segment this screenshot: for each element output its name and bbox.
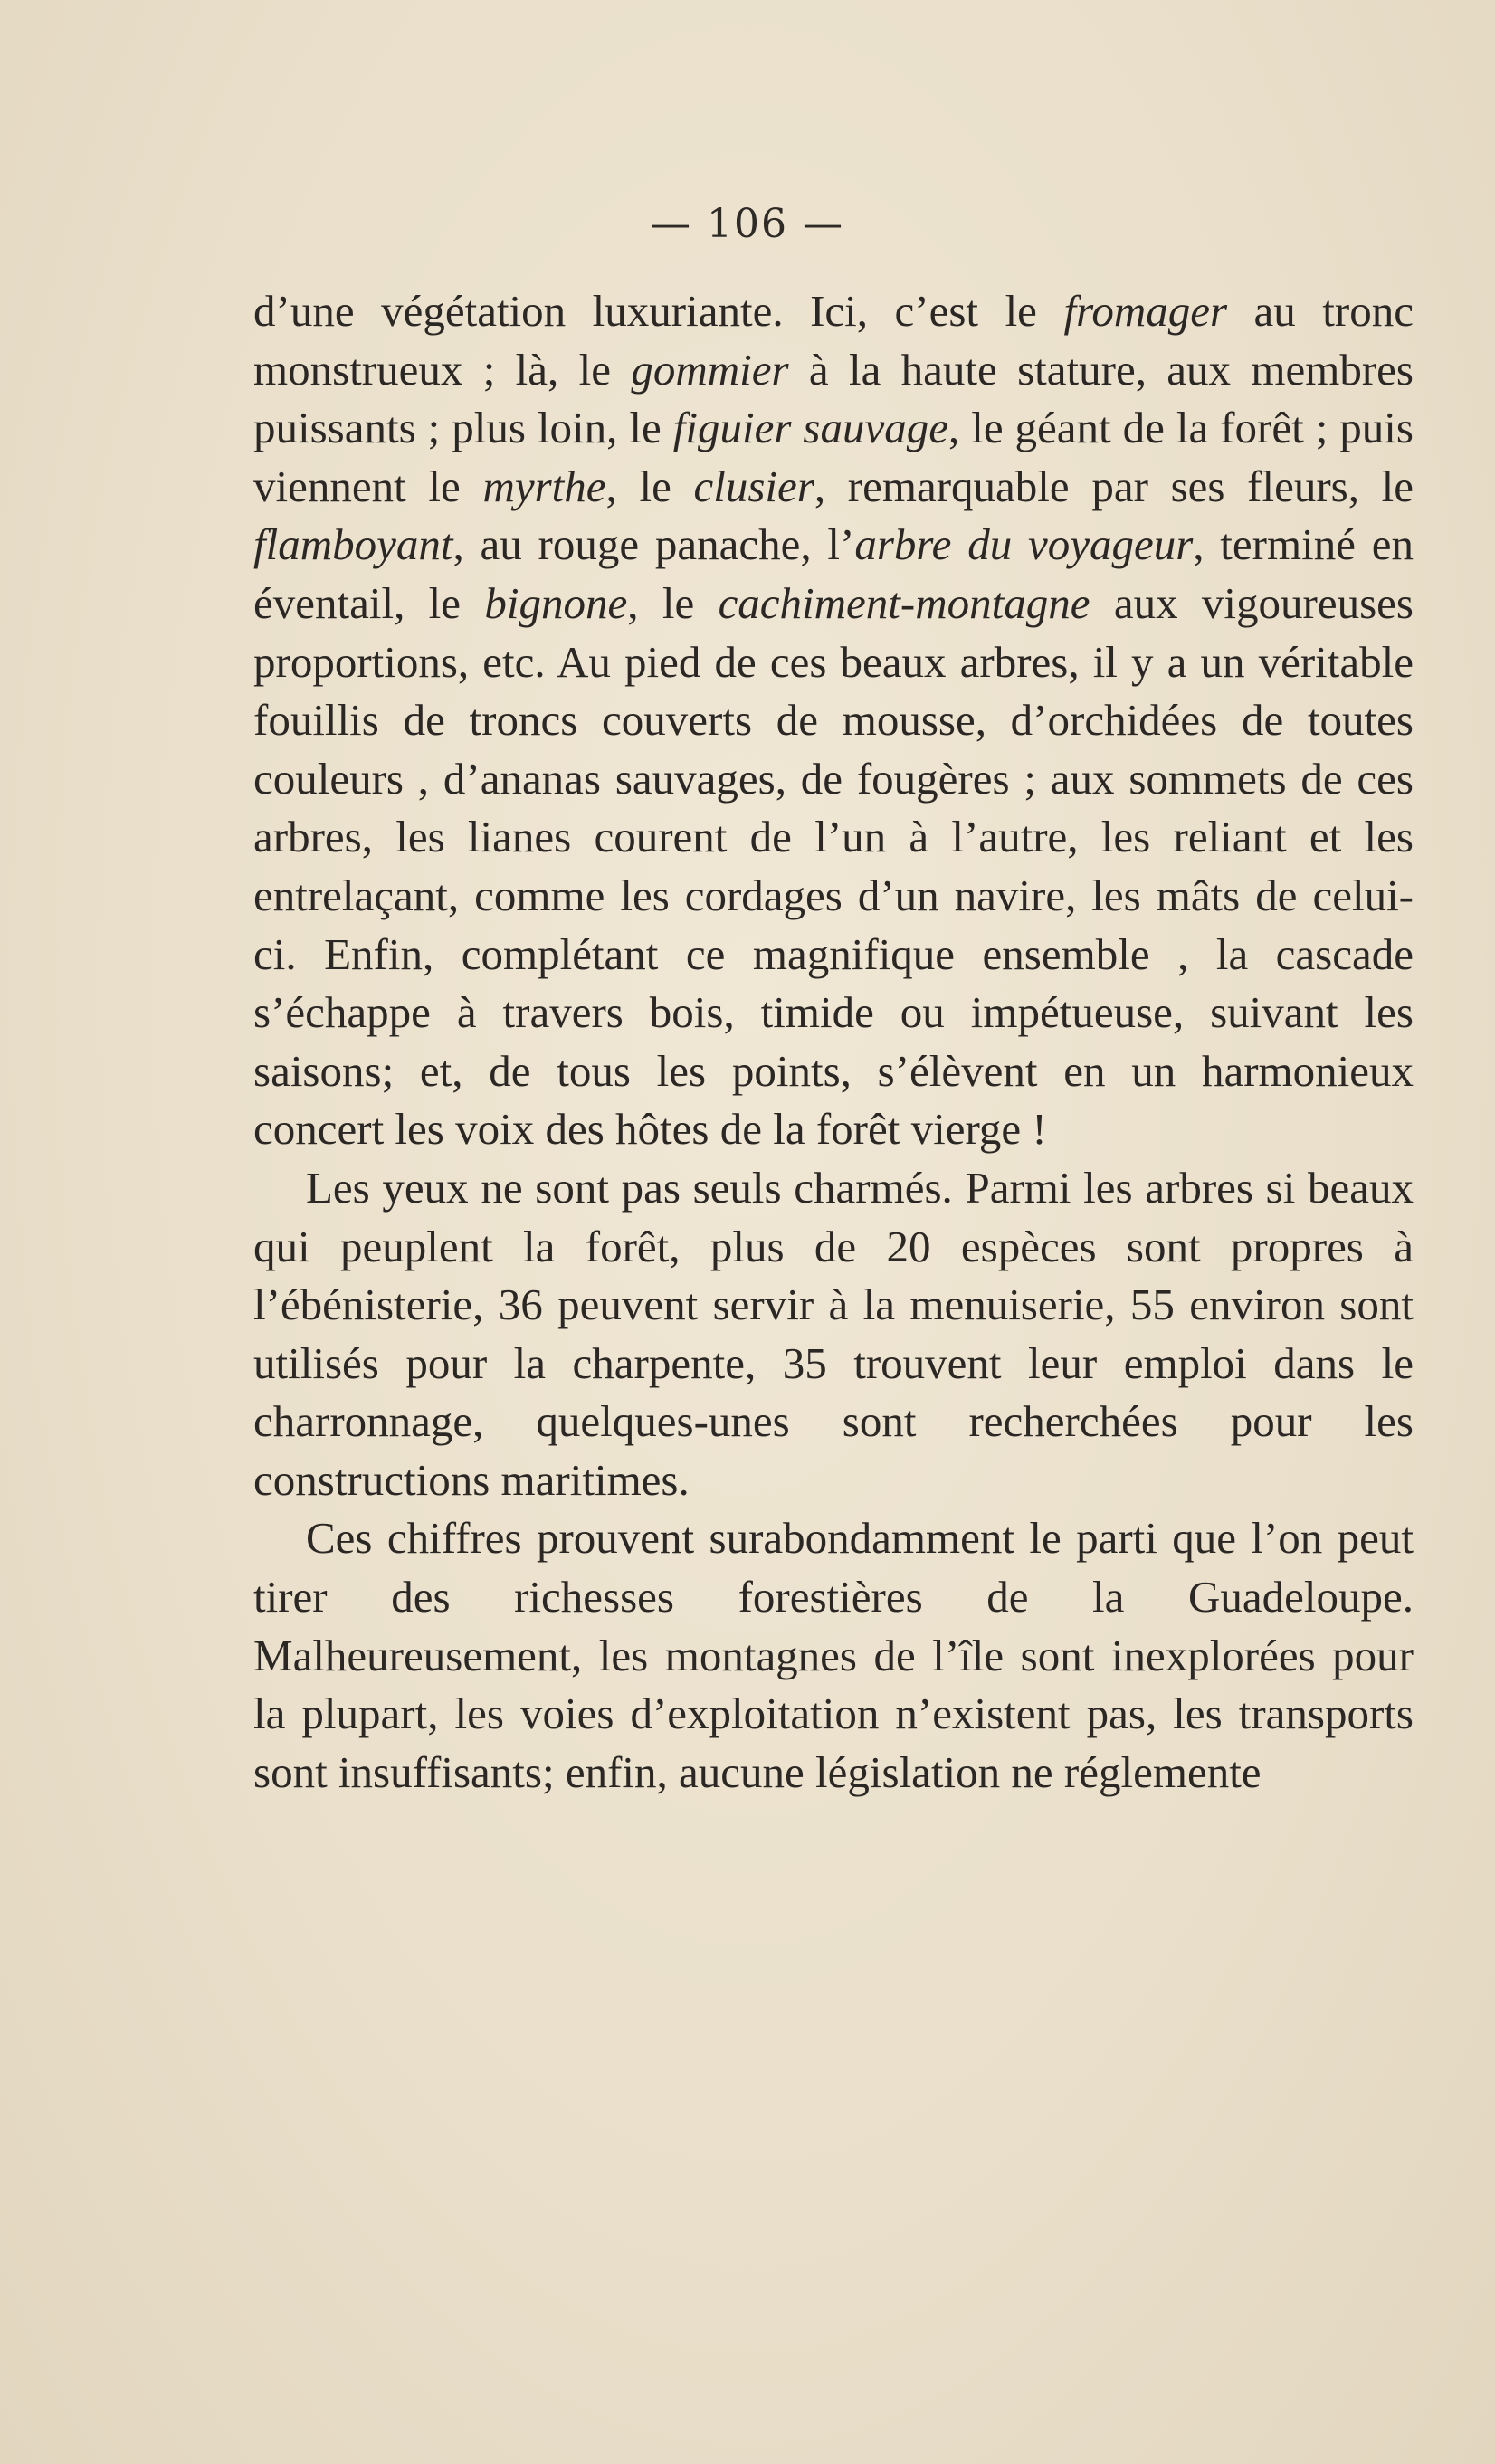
text-run: , remarquable par ses fleurs, le [814, 461, 1414, 511]
italic-term: cachiment-montagne [718, 577, 1090, 628]
text-run: , le [605, 461, 694, 511]
text-run: , au rouge panache, l’ [452, 519, 855, 570]
text-run: Les yeux ne sont pas seuls charmés. Parmi les arbres si beaux qui peuplent la forêt, plus de 20 espèces sont propres à l’ébénisterie, 36 peuvent servir à la menuiserie, 55 environ sont utilisés pour la charpente, 35 trouvent leur emploi dans le charronnage, quelques-unes sont recherchées pour les constructions maritimes. [253, 1162, 1414, 1505]
italic-term: fromager [1063, 286, 1228, 336]
paragraph [253, 1509, 1414, 1802]
italic-term: figuier sauvage [672, 403, 948, 453]
text-run: , le géant de la forêt ; puis viennent le [253, 403, 1414, 511]
paragraph [253, 1159, 1414, 1510]
text-run: , terminé en éventail, le [253, 519, 1414, 628]
text-run: au tronc monstrueux ; là, le [253, 286, 1414, 395]
text-run: , le [627, 577, 719, 628]
italic-term: clusier [693, 461, 814, 511]
italic-term: arbre du voyageur [854, 519, 1194, 570]
page-number: — 106 — [651, 201, 844, 247]
italic-term: flamboyant [253, 519, 453, 570]
text-run: d’une végétation luxuriante. Ici, c’est le [253, 286, 1064, 336]
body-text [253, 282, 1414, 1802]
italic-term: bignone [484, 577, 628, 628]
text-run: Ces chiffres prouvent surabondamment le parti que l’on peut tirer des richesses forestières de la Guadeloupe. Malheureusement, les montagnes de l’île sont inexplorées pour la plupart, les voies d’exploitation n’existent pas, les transports sont insuffisants; enfin, aucune législation ne réglemente [253, 1513, 1414, 1797]
paragraph [253, 282, 1414, 1159]
italic-term: gommier [631, 344, 789, 395]
text-run: aux vigoureuses proportions, etc. Au pied de ces beaux arbres, il y a un véritable fouillis de troncs couverts de mousse, d’orchidées de toutes couleurs , d’ananas sauvages, de fougères ; aux sommets de ces arbres, les lianes courent de l’un à l’autre, les reliant et les entrelaçant, comme les cordages d’un navire, les mâts de celui-ci. Enfin, complétant ce magnifique ensemble , la cascade s’échappe à travers bois, timide ou impétueuse, suivant les saisons; et, de tous les points, s’élèvent en un harmonieux concert les voix des hôtes de la forêt vierge ! [253, 577, 1414, 1155]
text-run: à la haute stature, aux membres puissants ; plus loin, le [253, 344, 1414, 453]
italic-term: myrthe [482, 461, 606, 511]
